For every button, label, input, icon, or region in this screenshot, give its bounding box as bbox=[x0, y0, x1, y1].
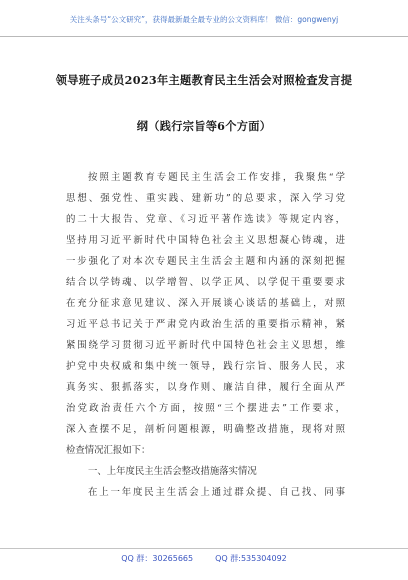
footer-qq-group-1: QQ 群：30265665 bbox=[121, 554, 194, 563]
body-paragraph-1-line-7: 在充分征求意见建议、深入开展谈心谈话的基础上，对照 bbox=[66, 298, 345, 309]
header-notice: 关注头条号“公文研究”，获得最新最全最专业的公文资料库！ 微信：gongwenyj bbox=[69, 15, 339, 24]
document-title-line-1: 领导班子成员2023年主题教育民主生活会对照检查发言提 bbox=[55, 73, 353, 87]
body-paragraph-1-line-11: 真务实、狠抓落实，以身作则、廉洁自律，履行全面从严 bbox=[66, 382, 345, 393]
header-divider bbox=[0, 36, 408, 37]
footer-contact bbox=[0, 553, 408, 564]
body-paragraph-1-line-10: 护党中央权威和集中统一领导，践行宗旨、服务人民，求 bbox=[66, 361, 345, 372]
body-paragraph-1-line-1: 按照主题教育专题民主生活会工作安排，我聚焦“学 bbox=[88, 172, 345, 183]
body-paragraph-1-line-14: 检查情况汇报如下： bbox=[66, 445, 151, 456]
body-paragraph-1-line-5: 一步强化了对本次专题民主生活会主题和内涵的深刻把握 bbox=[66, 256, 345, 267]
body-paragraph-1-line-13: 深入查摆不足，剖析问题根源，明确整改措施，现将对照 bbox=[66, 424, 345, 435]
document-title-line-2: 纲（践行宗旨等6个方面） bbox=[136, 119, 272, 133]
footer-qq-group-2: QQ 群:535304092 bbox=[215, 554, 287, 563]
body-paragraph-1-line-2: 思想、强党性、重实践、建新功”的总要求，深入学习党 bbox=[66, 193, 345, 204]
footer-divider bbox=[0, 548, 408, 549]
body-paragraph-1-line-8: 习近平总书记关于严肃党内政治生活的重要指示精神，紧 bbox=[66, 319, 345, 330]
body-paragraph-1-line-12: 治党政治责任六个方面，按照“三个摆进去”工作要求， bbox=[66, 403, 345, 414]
body-paragraph-2-line-1: 在上一年度民主生活会上通过群众提、自己找、同事 bbox=[88, 487, 345, 498]
body-paragraph-1-line-4: 坚持用习近平新时代中国特色社会主义思想凝心铸魂，进 bbox=[66, 235, 345, 246]
body-paragraph-1-line-3: 的二十大报告、党章、《习近平著作选读》等规定内容， bbox=[66, 214, 345, 225]
section-heading-1: 一、上年度民主生活会整改措施落实情况 bbox=[88, 466, 257, 477]
body-paragraph-1-line-6: 结合以学铸魂、以学增智、以学正风、以学促干重要要求 bbox=[66, 277, 345, 288]
body-paragraph-1-line-9: 紧围绕学习贯彻习近平新时代中国特色社会主义思想，维 bbox=[66, 340, 345, 351]
